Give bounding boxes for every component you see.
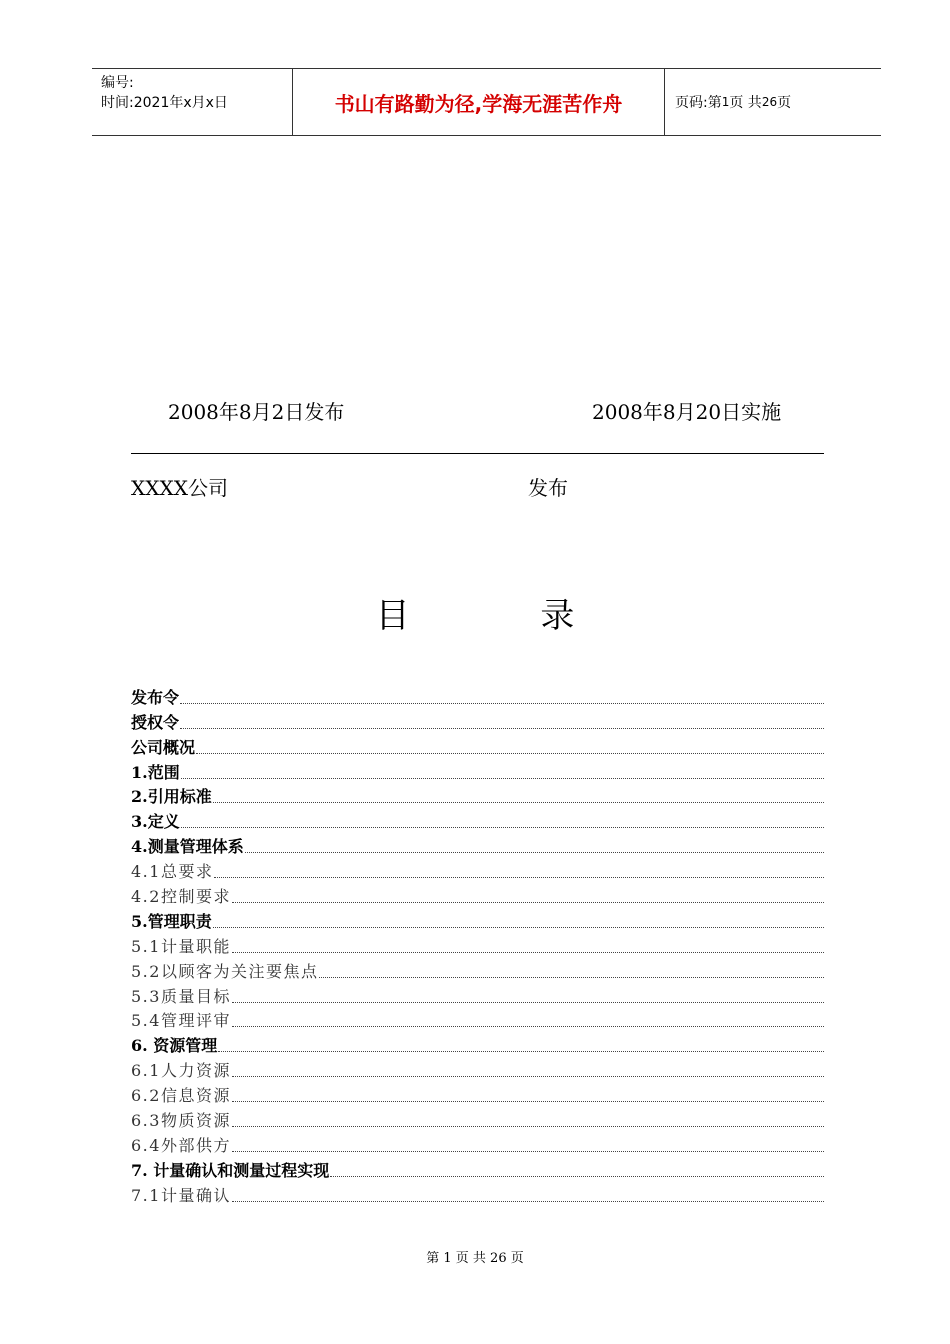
toc-entry-label: 6.3物质资源 bbox=[131, 1111, 231, 1131]
toc-entry-label: 5.3质量目标 bbox=[131, 986, 231, 1006]
toc-leader-dots bbox=[214, 877, 824, 878]
toc-entry[interactable] bbox=[131, 1156, 824, 1181]
toc-entry[interactable] bbox=[131, 832, 824, 857]
toc-entry-label: 6.4外部供方 bbox=[131, 1135, 231, 1155]
toc-leader-dots bbox=[232, 1201, 824, 1202]
toc-entry-label: 4.测量管理体系 bbox=[131, 837, 244, 857]
toc-entry[interactable] bbox=[131, 1081, 824, 1106]
toc-leader-dots bbox=[232, 1101, 824, 1102]
toc-entry-label: 4.1总要求 bbox=[131, 862, 214, 882]
toc-entry[interactable] bbox=[131, 683, 824, 708]
divider bbox=[131, 453, 824, 454]
toc-entry[interactable] bbox=[131, 1007, 824, 1032]
toc-entry-label: 5.管理职责 bbox=[131, 911, 212, 931]
toc-leader-dots bbox=[232, 1002, 824, 1003]
page-indicator bbox=[665, 69, 881, 135]
page-total: 26 bbox=[761, 95, 778, 109]
toc-entry[interactable] bbox=[131, 882, 824, 907]
toc-entry[interactable] bbox=[131, 1106, 824, 1131]
toc-entry-label: 5.1计量职能 bbox=[131, 936, 231, 956]
toc-leader-dots bbox=[213, 927, 824, 928]
toc-entry[interactable] bbox=[131, 733, 824, 758]
toc-leader-dots bbox=[319, 977, 824, 978]
toc-entry[interactable] bbox=[131, 982, 824, 1007]
toc-entry-label: 7. 计量确认和测量过程实现 bbox=[131, 1160, 330, 1180]
toc-leader-dots bbox=[232, 1151, 824, 1152]
toc-entry-label: 6.1人力资源 bbox=[131, 1061, 231, 1081]
effective-date: 2008年8月20日实施 bbox=[592, 400, 782, 424]
toc-leader-dots bbox=[232, 1026, 824, 1027]
toc-leader-dots bbox=[181, 827, 824, 828]
toc-entry[interactable] bbox=[131, 1056, 824, 1081]
toc-entry-label: 2.引用标准 bbox=[131, 787, 212, 807]
time-label: 时间:2021年x月x日 bbox=[101, 95, 228, 111]
toc-entry-label: 授权令 bbox=[131, 712, 180, 732]
toc-leader-dots bbox=[245, 852, 824, 853]
page-number: 1 bbox=[721, 95, 730, 109]
toc-entry[interactable] bbox=[131, 783, 824, 808]
toc-entry[interactable] bbox=[131, 708, 824, 733]
toc-entry[interactable] bbox=[131, 932, 824, 957]
toc-entry[interactable] bbox=[131, 1181, 824, 1206]
toc-entry-label: 3.定义 bbox=[131, 812, 180, 832]
toc-leader-dots bbox=[232, 1126, 824, 1127]
toc-entry[interactable] bbox=[131, 1031, 824, 1056]
header-table bbox=[92, 68, 881, 136]
toc-leader-dots bbox=[180, 728, 824, 729]
toc-leader-dots bbox=[196, 753, 824, 754]
toc-entry-label: 6.2信息资源 bbox=[131, 1086, 231, 1106]
toc-entry-label: 1.范围 bbox=[131, 762, 180, 782]
toc-entry-label: 5.2以顾客为关注要焦点 bbox=[131, 961, 319, 981]
toc-entry[interactable] bbox=[131, 758, 824, 783]
toc-title: 目 录 bbox=[375, 596, 635, 636]
table-of-contents bbox=[131, 683, 824, 1206]
toc-entry[interactable] bbox=[131, 1131, 824, 1156]
page-mid: 页 共 bbox=[729, 95, 762, 111]
company-name: XXXX公司 bbox=[131, 476, 228, 500]
publish-label: 发布 bbox=[528, 476, 568, 500]
toc-entry-label: 7.1计量确认 bbox=[131, 1185, 231, 1205]
toc-leader-dots bbox=[330, 1176, 824, 1177]
toc-leader-dots bbox=[232, 952, 824, 953]
toc-leader-dots bbox=[180, 703, 824, 704]
toc-leader-dots bbox=[232, 902, 824, 903]
toc-entry-label: 公司概况 bbox=[131, 737, 196, 757]
serial-label: 编号: bbox=[101, 75, 134, 91]
page-footer: 第 1 页 共 26 页 bbox=[426, 1251, 524, 1266]
page-prefix: 页码:第 bbox=[675, 95, 722, 111]
issue-date: 2008年8月2日发布 bbox=[168, 400, 345, 424]
toc-entry[interactable] bbox=[131, 957, 824, 982]
toc-entry-label: 5.4管理评审 bbox=[131, 1011, 231, 1031]
toc-entry[interactable] bbox=[131, 857, 824, 882]
toc-leader-dots bbox=[213, 802, 824, 803]
header-meta-cell bbox=[92, 69, 293, 135]
toc-entry-label: 发布令 bbox=[131, 687, 180, 707]
toc-leader-dots bbox=[181, 778, 824, 779]
toc-entry[interactable] bbox=[131, 807, 824, 832]
page-suffix: 页 bbox=[777, 95, 792, 111]
toc-leader-dots bbox=[232, 1076, 824, 1077]
toc-entry-label: 6. 资源管理 bbox=[131, 1036, 218, 1056]
toc-leader-dots bbox=[218, 1051, 824, 1052]
toc-entry-label: 4.2控制要求 bbox=[131, 887, 231, 907]
toc-entry[interactable] bbox=[131, 907, 824, 932]
motto: 书山有路勤为径,学海无涯苦作舟 bbox=[293, 69, 665, 135]
